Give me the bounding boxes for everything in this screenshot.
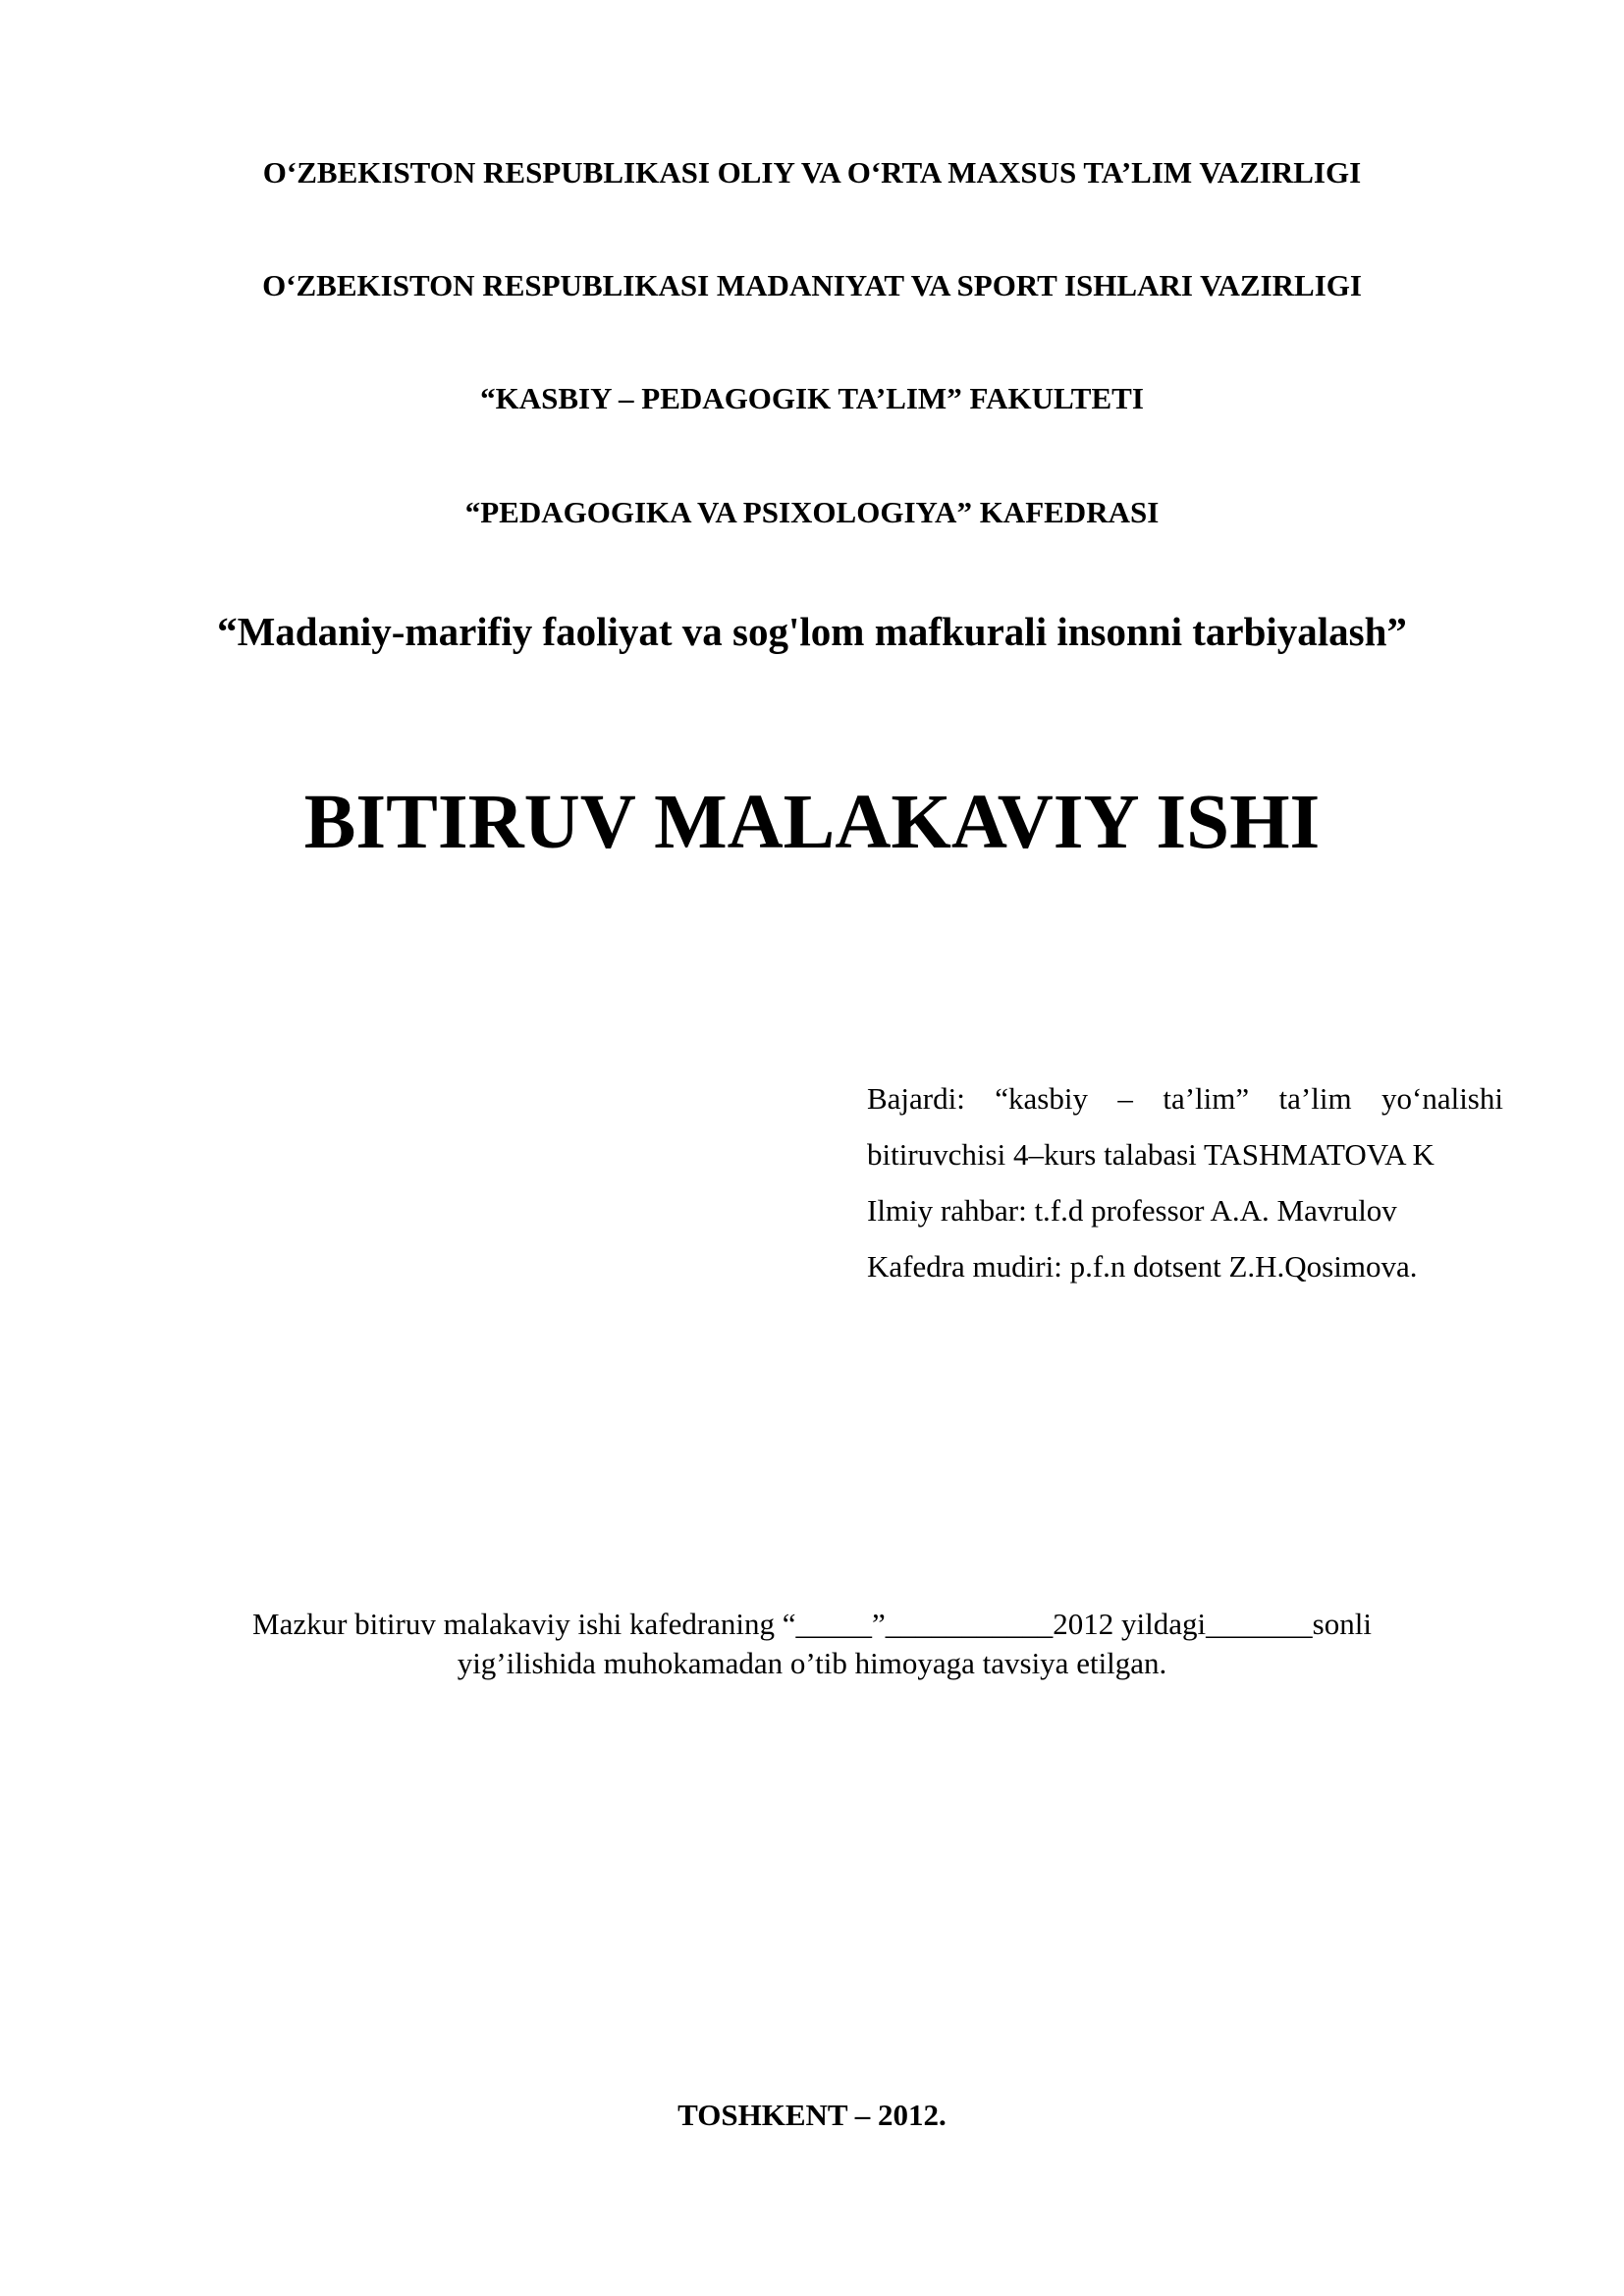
document-title: BITIRUV MALAKAVIY ISHI [303,780,1321,865]
performer-line: Bajardi: “kasbiy – ta’lim” ta’lim yo‘nalishi [867,1081,1503,1116]
thesis-topic: “Madaniy-marifiy faoliyat va sog'lom mafkurali insonni tarbiyalash” [217,609,1407,654]
faculty-heading: “KASBIY – PEDAGOGIK TA’LIM” FAKULTETI [480,381,1144,415]
ministry-higher-education-heading: O‘ZBEKISTON RESPUBLIKASI OLIY VA O‘RTA MAXSUS TA’LIM VAZIRLIGI [262,155,1362,190]
supervisor-line: Ilmiy rahbar: t.f.d professor A.A. Mavrulov [867,1193,1397,1228]
recommendation-note [0,1605,1624,1683]
place-year-footer: TOSHKENT – 2012. [677,2098,947,2132]
department-heading: “PEDAGOGIKA VA PSIXOLOGIYA” KAFEDRASI [464,495,1160,529]
department-head-line: Kafedra mudiri: p.f.n dotsent Z.H.Qosimova. [867,1249,1418,1284]
recommendation-note-line-1: Mazkur bitiruv malakaviy ishi kafedraning “_____”___________2012 yildagi_______sonli [252,1607,1372,1641]
student-line: bitiruvchisi 4–kurs talabasi TASHMATOVA K [867,1137,1435,1172]
recommendation-note-line-2: yig’ilishida muhokamadan o’tib himoyaga tavsiya etilgan. [457,1646,1167,1680]
author-info-block [867,1070,1503,1294]
ministry-culture-sport-heading: O‘ZBEKISTON RESPUBLIKASI MADANIYAT VA SPORT ISHLARI VAZIRLIGI [262,268,1362,302]
